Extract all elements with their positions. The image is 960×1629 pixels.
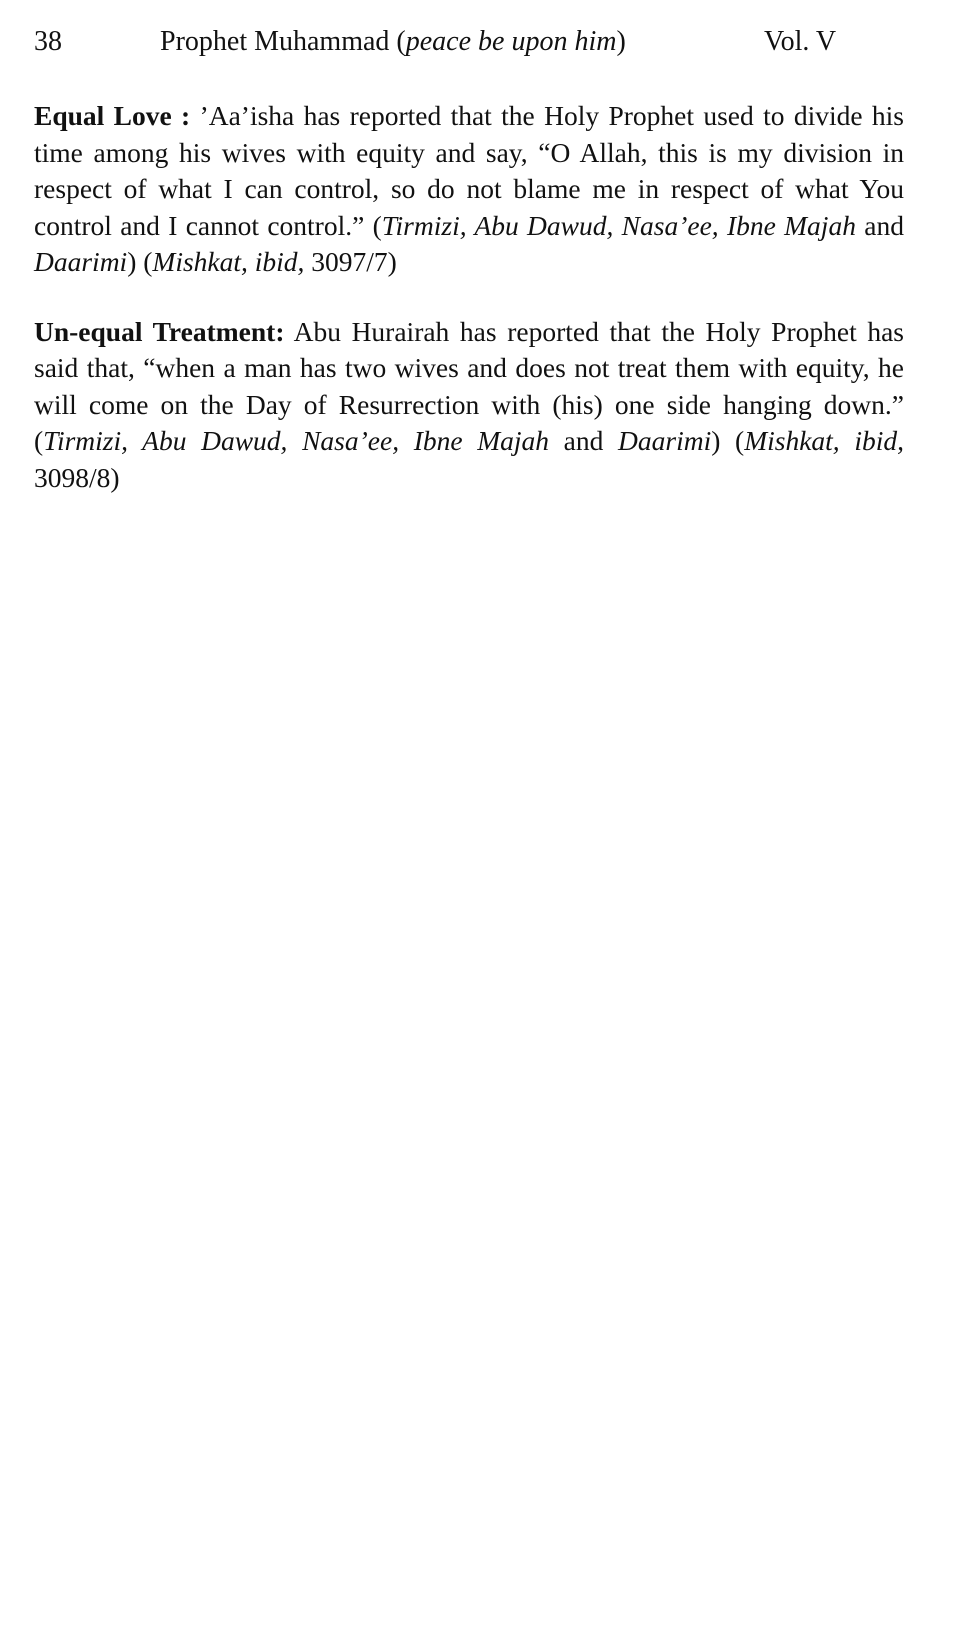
citation-sources: Tirmizi, Abu Dawud, Nasa’ee, Ibne Majah [43, 425, 550, 456]
running-header [34, 22, 864, 62]
paragraph-heading: Un-equal Treatment: [34, 315, 285, 347]
citation-sources: Tirmizi, Abu Dawud, Nasa’ee, Ibne Majah [381, 209, 856, 241]
citation-reference-number: 3098/8) [34, 461, 120, 493]
paragraph-body: Abu Hurairah has reported that the Holy Prophet has said that, “when a man has two wives and does not treat them with equity, he will come on the Day of Resurrection with (his) one side hanging down.” ( [34, 315, 904, 456]
volume-label: Vol. V [764, 26, 837, 57]
paragraph-heading: Equal Love : [34, 100, 191, 131]
citation-conjunction: and [855, 209, 904, 241]
citation-source-daarimi: Daarimi [34, 246, 128, 277]
page-content [34, 98, 904, 496]
book-title-main: Prophet Muhammad ( [160, 26, 406, 57]
book-title-close: ) [616, 26, 626, 57]
book-title [160, 22, 626, 62]
paragraph-equal-love [34, 98, 904, 281]
page-number: 38 [34, 26, 62, 57]
citation-source-daarimi: Daarimi [618, 425, 712, 456]
citation-separator: ) ( [127, 246, 153, 277]
citation-reference-number: 3097/7) [304, 246, 397, 277]
citation-conjunction: and [549, 425, 619, 456]
citation-mishkat: Mishkat, ibid, [152, 246, 305, 277]
paragraph-unequal-treatment [34, 314, 904, 497]
citation-mishkat: Mishkat, ibid, [744, 425, 904, 456]
citation-separator: ) ( [711, 425, 745, 456]
paragraph-body: ’Aa’isha has reported that the Holy Prophet used to divide his time among his wives with equity and say, “O Allah, this is my division in respect of what I can control, so do not blame me in respect of what You control and I cannot control.” ( [34, 100, 905, 241]
book-title-italic: peace be upon him [405, 26, 617, 57]
